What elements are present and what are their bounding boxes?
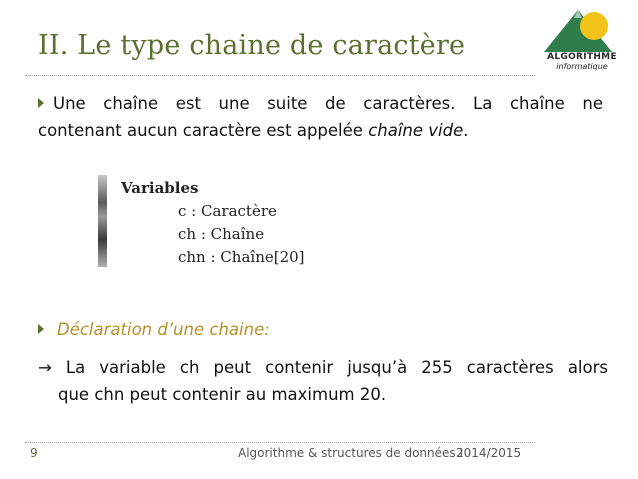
logo-line2: informatique	[556, 62, 608, 71]
definition-line2-prefix: contenant aucun caractère est appelée	[38, 121, 369, 140]
arrow-note-line2: que chn peut contenir au maximum 20.	[58, 385, 387, 404]
empty-string-term: chaîne vide	[368, 121, 464, 140]
code-keyword: Variables	[121, 179, 199, 197]
arrow-note-line1	[38, 354, 608, 381]
slide-title: II. Le type chaine de caractère	[38, 30, 466, 61]
footer-course: Algorithme & structures de données I	[238, 446, 464, 460]
title-divider	[25, 75, 535, 76]
logo-line1: ALGORITHME	[547, 52, 617, 62]
bullet-arrow-icon	[38, 98, 44, 108]
bullet-declaration: Déclaration d’une chaine:	[57, 320, 270, 339]
arrow-note-line1-text: La variable ch peut contenir jusqu’à 255 caractères alors	[51, 358, 608, 377]
logo-text	[540, 52, 624, 72]
definition-line1: Une chaîne est une suite de caractères. La chaîne ne	[53, 94, 603, 113]
code-text	[121, 177, 305, 269]
bullet-arrow-icon	[38, 324, 44, 334]
code-decl-c: c : Caractère	[178, 202, 277, 220]
page-number: 9	[30, 446, 38, 460]
code-example	[98, 175, 323, 267]
code-decl-ch: ch : Chaîne	[178, 225, 265, 243]
definition-line2-suffix: .	[463, 121, 469, 140]
definition-line2	[38, 121, 469, 140]
right-arrow-icon: →	[38, 358, 52, 377]
footer-year: 2014/2015	[456, 446, 522, 460]
code-sidebar-bar	[98, 175, 107, 267]
arrow-note	[38, 354, 608, 408]
bullet-definition	[38, 90, 603, 144]
logo-sun-shape	[580, 12, 608, 40]
code-decl-chn: chn : Chaîne[20]	[178, 248, 305, 266]
footer-divider	[25, 442, 535, 443]
